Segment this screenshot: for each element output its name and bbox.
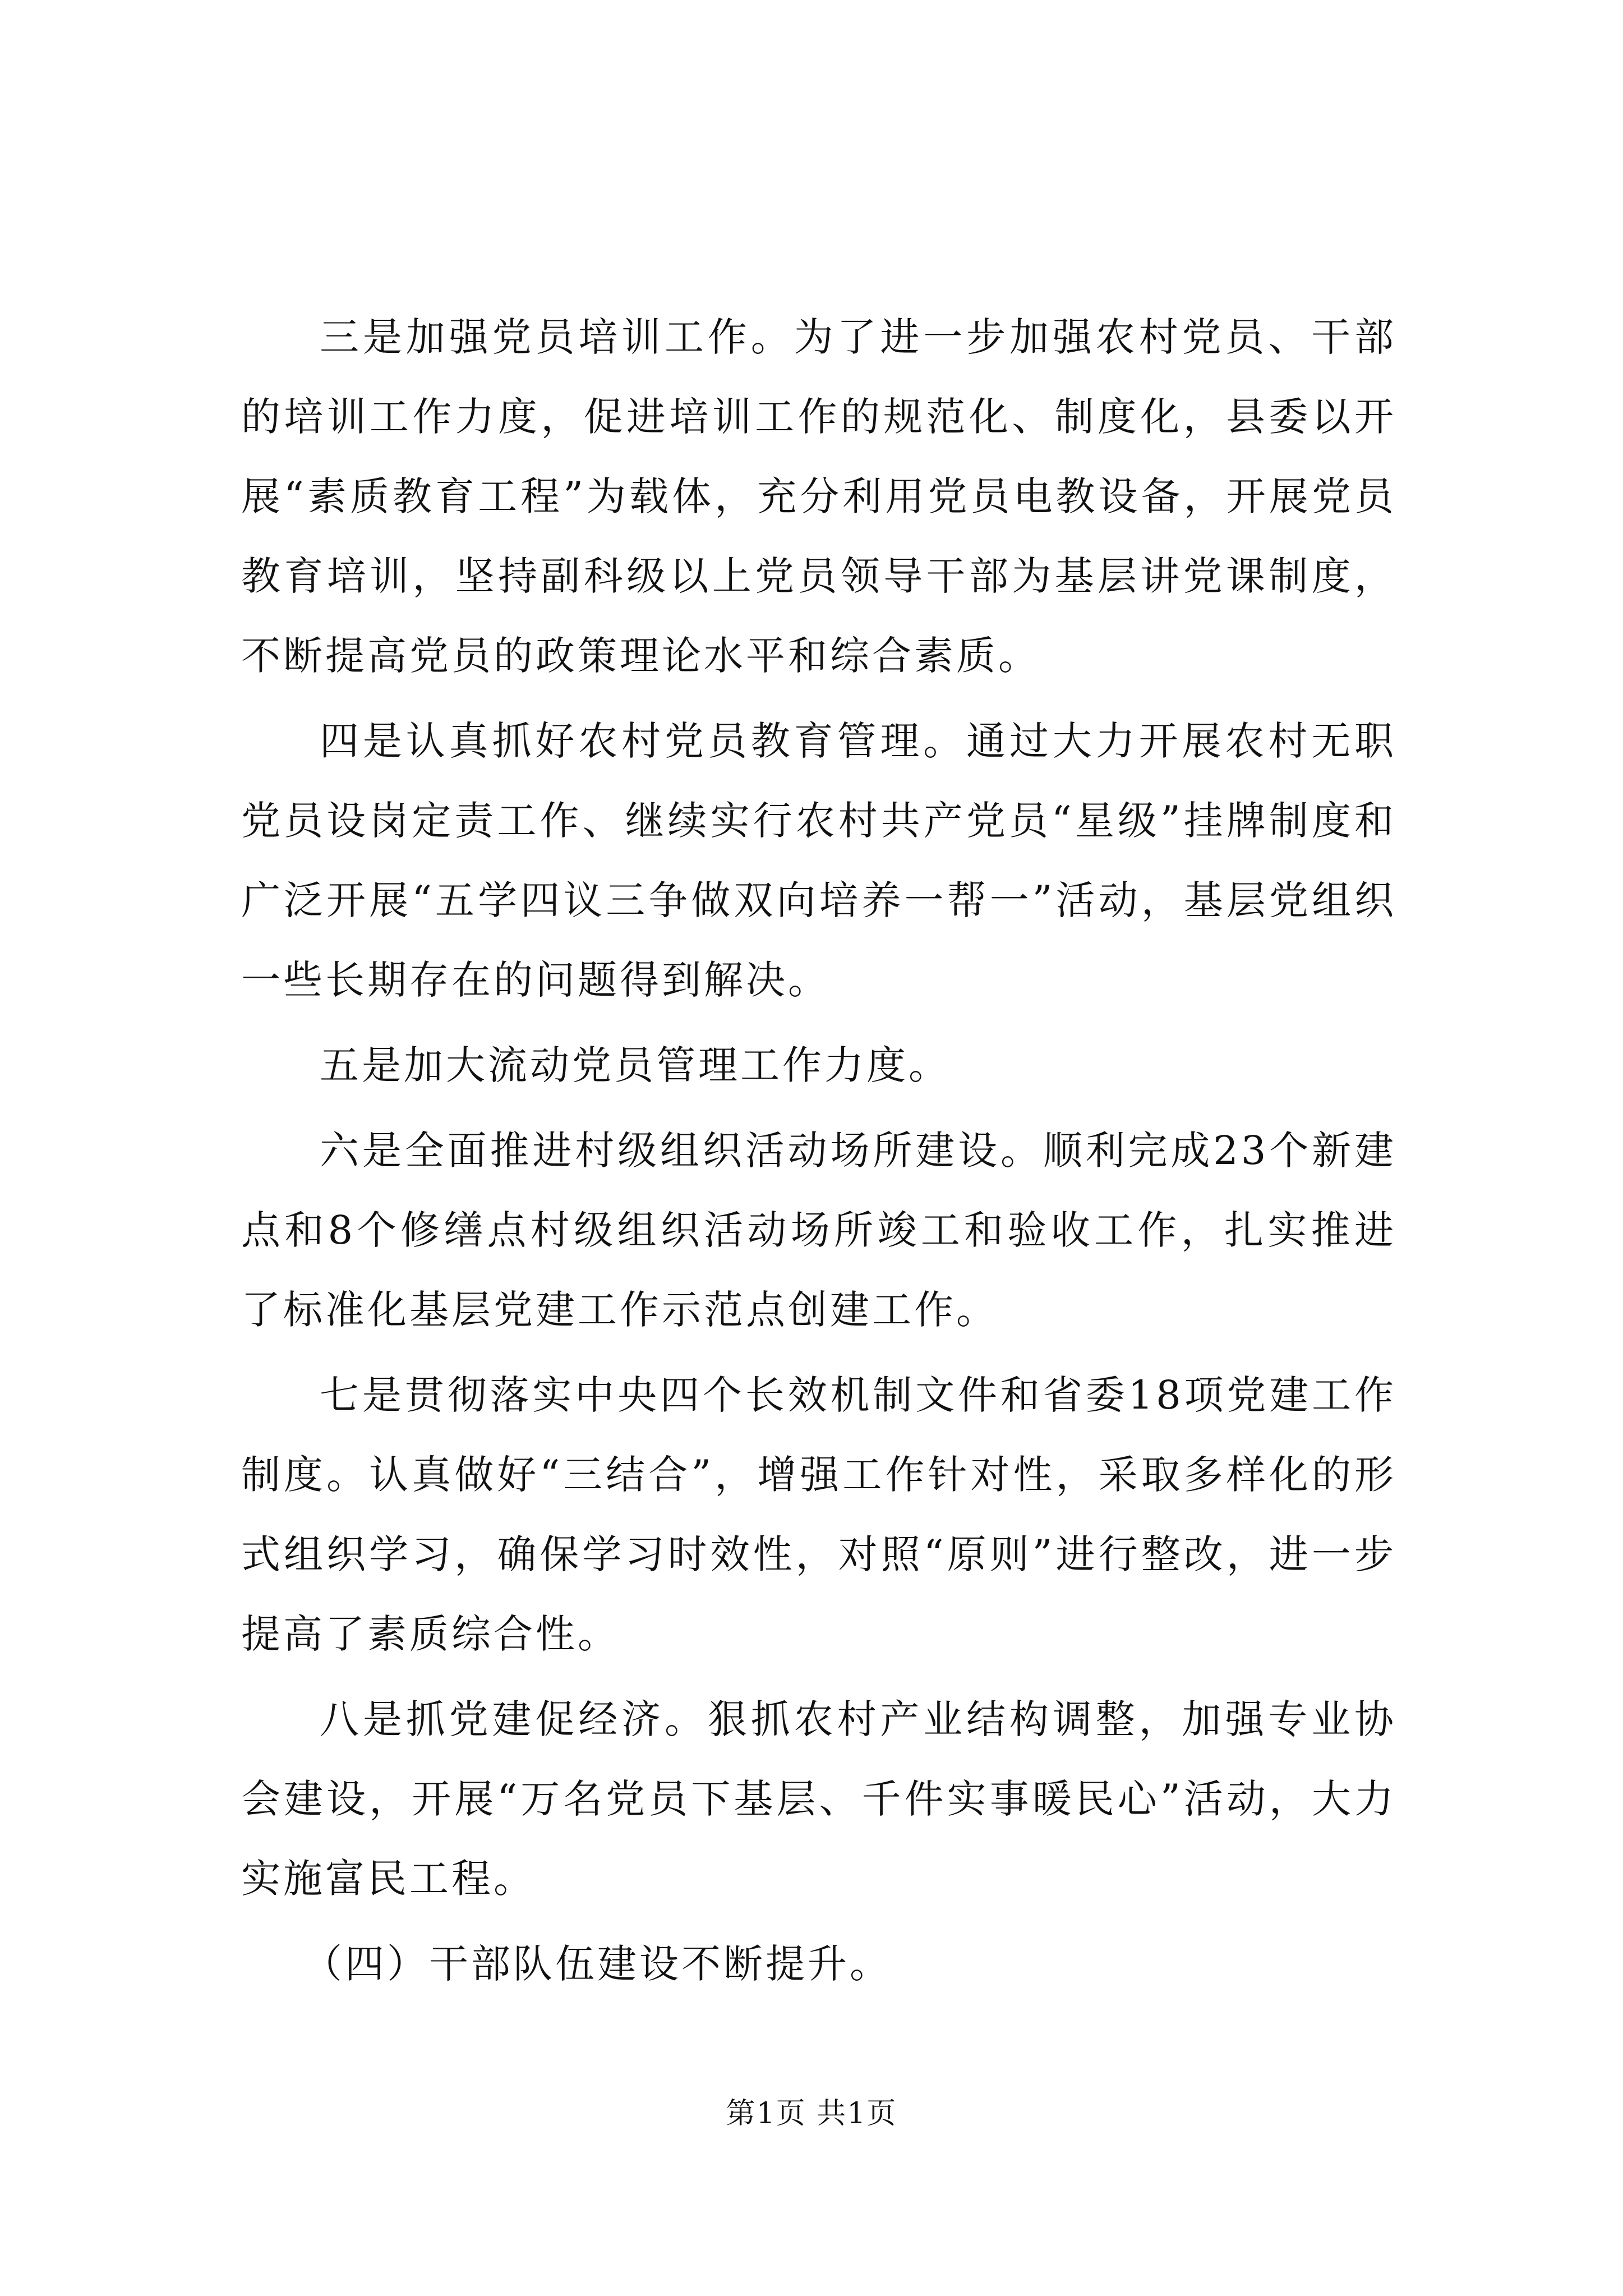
paragraph-party-building-economy: 八是抓党建促经济。狠抓农村产业结构调整，加强专业协会建设，开展“万名党员下基层、千件实事暖民心”活动，大力实施富民工程。 (241, 1696, 1396, 1902)
page-footer: 第1页 共1页 (726, 2097, 897, 2131)
section-heading-cadre-team: （四）干部队伍建设不断提升。 (303, 1941, 892, 1987)
paragraph-party-member-training: 三是加强党员培训工作。为了进一步加强农村党员、干部的培训工作力度，促进培训工作的规范化、制度化，县委以开展“素质教育工程”为载体，充分利用党员电教设备，开展党员教育培训，坚持副科级以上党员领导干部为基层讲党课制度，不断提高党员的政策理论水平和综合素质。 (241, 314, 1396, 679)
paragraph-implement-mechanisms: 七是贯彻落实中央四个长效机制文件和省委18项党建工作制度。认真做好“三结合”，增强工作针对性，采取多样化的形式组织学习，确保学习时效性，对照“原则”进行整改，进一步提高了素质综合性。 (241, 1372, 1396, 1657)
paragraph-rural-member-management: 四是认真抓好农村党员教育管理。通过大力开展农村无职党员设岗定责工作、继续实行农村共产党员“星级”挂牌制度和广泛开展“五学四议三争做双向培养一帮一”活动，基层党组织一些长期存在的问题得到解决。 (241, 718, 1396, 1003)
paragraph-mobile-member-management: 五是加大流动党员管理工作力度。 (320, 1042, 951, 1088)
paragraph-village-activity-venues: 六是全面推进村级组织活动场所建设。顺利完成23个新建点和8个修缮点村级组织活动场所竣工和验收工作，扎实推进了标准化基层党建工作示范点创建工作。 (241, 1128, 1396, 1333)
document-body (241, 297, 1396, 2004)
